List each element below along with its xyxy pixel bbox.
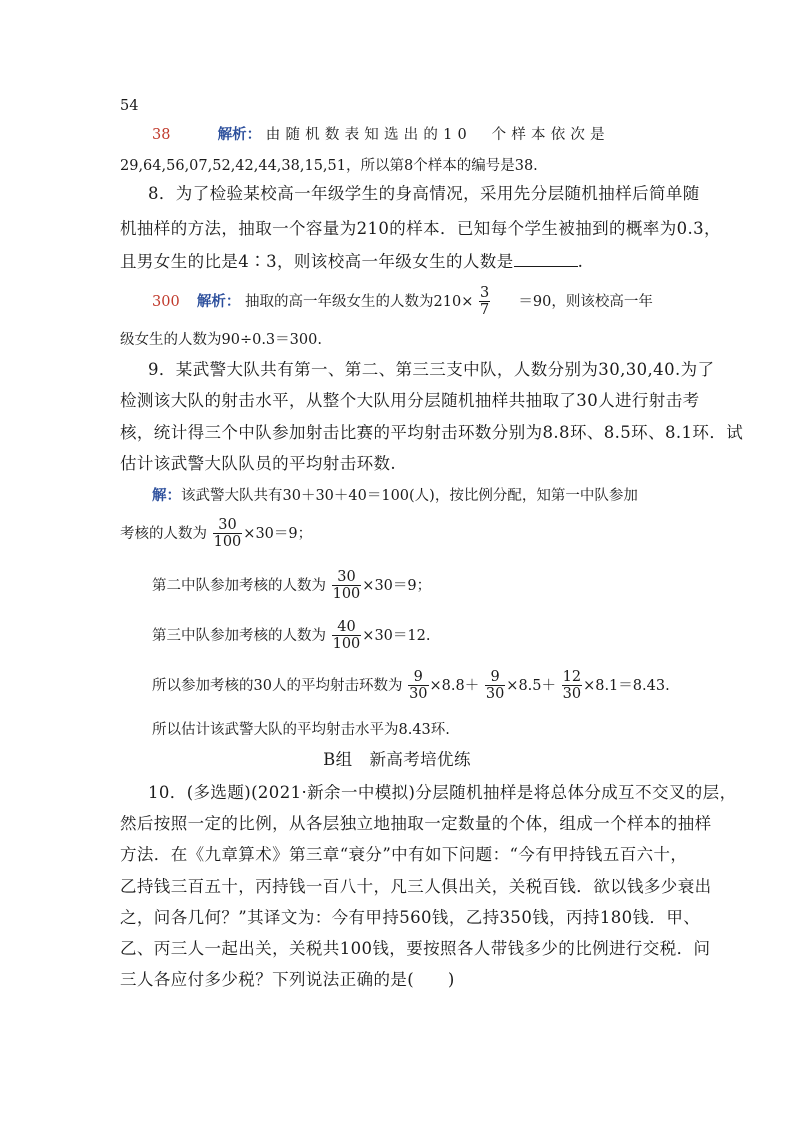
fraction-30-100 [332, 570, 362, 602]
page-number: 54 [120, 98, 139, 114]
fraction-30-100 [213, 518, 243, 550]
fraction-denominator: 7 [479, 302, 490, 319]
solution-9-line-3-text: 第二中队参加考核的人数为 [152, 578, 326, 595]
solution-9-line-6: 所以估计该武警大队的平均射击水平为8.43环. [152, 722, 450, 738]
solution-9-line-2-tail: ×30＝9； [243, 526, 313, 543]
fraction-denominator: 100 [213, 534, 242, 551]
fraction-denominator: 30 [409, 686, 428, 703]
question-9-line-4: 估计该武警大队队员的平均射击环数. [120, 454, 397, 473]
fraction-numerator: 30 [337, 569, 356, 585]
solution-9-line-5-text: 所以参加考核的30人的平均射击环数为 [152, 678, 403, 695]
solution-9-line-2-text: 考核的人数为 [120, 526, 207, 543]
fraction-numerator: 40 [337, 619, 356, 635]
question-9-line-3: 核，统计得三个中队参加射击比赛的平均射击环数分别为8.8环、8.5环、8.1环．试 [120, 423, 744, 442]
answer-8-text-b: ＝90，则该校高一年 [518, 294, 653, 311]
section-heading: B组 新高考培优练 [323, 750, 471, 769]
answer-8-value: 300 [152, 294, 180, 311]
solution-9-line-3-tail: ×30＝9； [362, 578, 432, 595]
fraction-3-7 [479, 286, 490, 318]
solution-9-line-3 [152, 570, 431, 602]
fraction-denominator: 100 [332, 586, 361, 603]
solution-9-line-4-tail: ×30＝12. [362, 628, 431, 645]
answer-7-tag: 解析： [217, 126, 262, 143]
question-10-line-4: 乙持钱三百五十，丙持钱一百八十，凡三人俱出关，关税百钱．欲以钱多少衰出 [120, 877, 712, 896]
question-8-line-1: 8．为了检验某校高一年级学生的身高情况，采用先分层随机抽样后简单随 [148, 184, 700, 203]
question-8-line-3-end: . [577, 252, 584, 271]
solution-9-line-5 [152, 670, 670, 702]
solution-9-line-4 [152, 620, 430, 652]
answer-8-line-2: 级女生的人数为90÷0.3＝300. [120, 332, 322, 348]
solution-9-line-5-term-1: ×8.8＋ [429, 678, 480, 695]
fraction-9-30 [485, 670, 505, 702]
fraction-denominator: 30 [485, 686, 505, 703]
fraction-numerator: 30 [218, 517, 237, 533]
question-10-line-1: 10．(多选题)(2021·新余一中模拟)分层随机抽样是将总体分成互不交叉的层， [148, 783, 737, 802]
answer-7-line-2: 29,64,56,07,52,42,44,38,15,51，所以第8个样本的编号是38. [120, 158, 538, 174]
solution-9-line-5-term-2: ×8.5＋ [506, 678, 557, 695]
solution-9-text: 该武警大队共有30＋30＋40＝100(人)，按比例分配，知第一中队参加 [181, 488, 638, 504]
fraction-denominator: 100 [332, 636, 361, 653]
answer-7-text: 由随机数表知选出的10 个样本依次是 [265, 127, 610, 143]
fraction-40-100 [332, 620, 362, 652]
answer-blank [514, 252, 578, 267]
solution-9-line-1 [152, 489, 638, 504]
solution-9-line-2 [120, 518, 312, 550]
question-10-line-6: 乙、丙三人一起出关，关税共100钱，要按照各人带钱多少的比例进行交税．问 [120, 939, 711, 958]
solution-9-tag: 解： [152, 487, 181, 504]
fraction-denominator: 30 [562, 686, 582, 703]
solution-9-line-4-text: 第三中队参加考核的人数为 [152, 628, 326, 645]
answer-7-line-1 [152, 128, 610, 143]
question-10-line-7: 三人各应付多少税？下列说法正确的是( ) [120, 970, 455, 989]
fraction-numerator: 9 [490, 669, 500, 685]
fraction-9-30 [408, 670, 428, 702]
answer-8-line-1 [152, 286, 653, 318]
question-10-line-5: 之，问各几何？”其译文为：今有甲持560钱，乙持350钱，丙持180钱．甲、 [120, 908, 701, 927]
solution-9-line-5-term-3: ×8.1＝8.43. [583, 678, 670, 695]
question-10-line-3: 方法．在《九章算术》第三章“衰分”中有如下问题：“今有甲持钱五百六十， [120, 845, 688, 864]
question-8-line-3-text: 且男女生的比是4∶3，则该校高一年级女生的人数是 [120, 252, 514, 271]
question-9-line-2: 检测该大队的射击水平，从整个大队用分层随机抽样共抽取了30人进行射击考 [120, 391, 700, 410]
answer-8-text-a: 抽取的高一年级女生的人数为210× [245, 294, 474, 311]
fraction-numerator: 9 [413, 669, 423, 685]
question-8-line-2: 机抽样的方法，抽取一个容量为210的样本．已知每个学生被抽到的概率为0.3， [120, 219, 721, 238]
fraction-numerator: 3 [479, 285, 490, 301]
fraction-numerator: 12 [562, 669, 582, 685]
question-9-line-1: 9．某武警大队共有第一、第二、第三三支中队，人数分别为30,30,40.为了 [148, 360, 715, 379]
question-10-line-2: 然后按照一定的比例，从各层独立地抽取一定数量的个体，组成一个样本的抽样 [120, 814, 712, 833]
answer-8-tag: 解析： [196, 293, 241, 311]
fraction-12-30 [562, 670, 582, 702]
question-8-line-3 [120, 252, 583, 271]
answer-7-value: 38 [152, 127, 171, 143]
